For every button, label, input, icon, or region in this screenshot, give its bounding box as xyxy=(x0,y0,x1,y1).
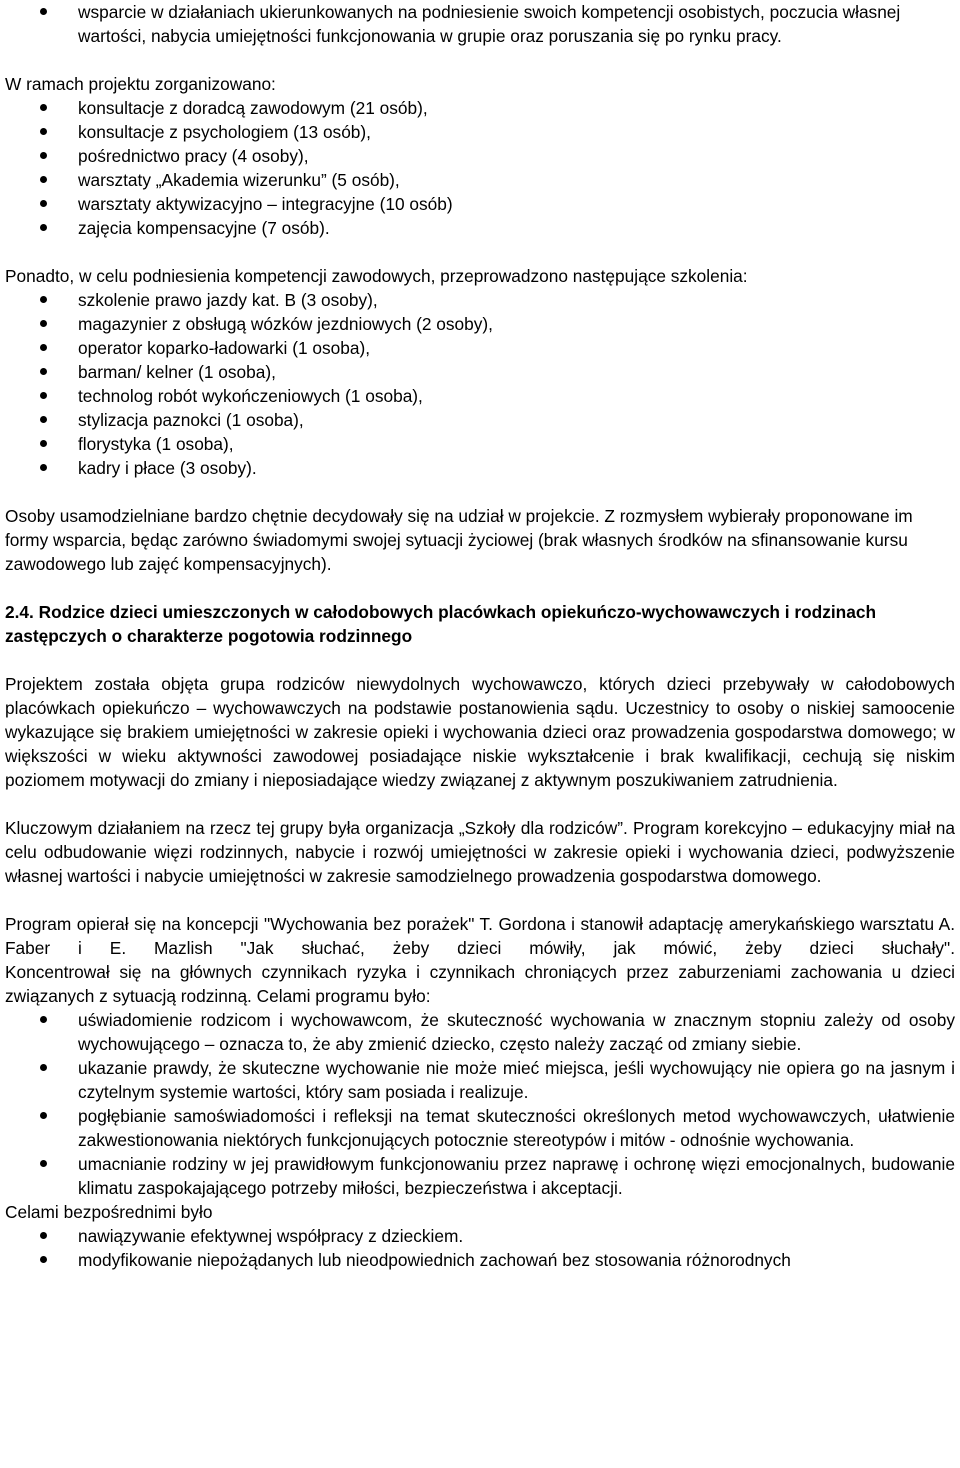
list-item: technolog robót wykończeniowych (1 osoba), xyxy=(5,384,955,408)
projekt-intro: W ramach projektu zorganizowano: xyxy=(5,74,276,94)
koncentrowal-paragraph: Koncentrował się na głównych czynnikach ryzyka i czynnikach chroniących przez zaburzeniami zachowania u dzieci związanych z sytuacją rodzinną. Celami programu było: xyxy=(5,962,955,1006)
list-item: wsparcie w działaniach ukierunkowanych na podniesienie swoich kompetencji osobistych, poczucia własnej wartości, nabycia umiejętności funkcjonowania w grupie oraz poruszania się po rynku pracy. xyxy=(5,0,955,48)
list-item: szkolenie prawo jazdy kat. B (3 osoby), xyxy=(5,288,955,312)
kluczowym-paragraph: Kluczowym działaniem na rzecz tej grupy była organizacja „Szkoły dla rodziców”. Program korekcyjno – edukacyjny miał na celu odbudowanie więzi rodzinnych, nabycie i rozwój umiejętności w zakresie opieki i wychowania dzieci, podwyższenie własnej wartości i nabycie umiejętności w zakresie samodzielnego prowadzenia gospodarstwa domowego. xyxy=(5,818,955,886)
celami-bezposrednimi: Celami bezpośrednimi było xyxy=(5,1202,213,1222)
projekt-bullet-list xyxy=(5,96,955,240)
szkolenia-intro: Ponadto, w celu podniesienia kompetencji zawodowych, przeprowadzono następujące szkolenia: xyxy=(5,266,748,286)
list-item: umacnianie rodziny w jej prawidłowym funkcjonowaniu przez naprawę i ochronę więzi emocjonalnych, budowanie klimatu zaspokajającego potrzeby miłości, bezpieczeństwa i akceptacji. xyxy=(5,1152,955,1200)
list-item: modyfikowanie niepożądanych lub nieodpowiednich zachowań bez stosowania różnorodnych xyxy=(5,1248,955,1272)
bezposrednie-bullet-list xyxy=(5,1224,955,1272)
list-item: kadry i płace (3 osoby). xyxy=(5,456,955,480)
list-item: stylizacja paznokci (1 osoba), xyxy=(5,408,955,432)
list-item: konsultacje z psychologiem (13 osób), xyxy=(5,120,955,144)
list-item: pogłębianie samoświadomości i refleksji na temat skuteczności określonych metod wychowawczych, ułatwienie zakwestionowania niektórych funkcjonujących potocznie stereotypów i mitów - odnośnie wychowania. xyxy=(5,1104,955,1152)
projektem-paragraph: Projektem została objęta grupa rodziców niewydolnych wychowawczo, których dzieci przebywały w całodobowych placówkach opiekuńczo – wychowawczych na podstawie postanowienia sądu. Uczestnicy to osoby o niskiej samoocenie wykazujące się brakiem umiejętności w zakresie opieki i wychowania dzieci oraz prowadzenia gospodarstwa domowego; w większości w wieku aktywności zawodowej posiadające niskie wykształcenie i brak kwalifikacji, cechują się niskim poziomem motywacji do zmiany i nieposiadające wiedzy związanej z aktywnym poszukiwaniem zatrudnienia. xyxy=(5,674,955,790)
list-item: zajęcia kompensacyjne (7 osób). xyxy=(5,216,955,240)
list-item: nawiązywanie efektywnej współpracy z dzieckiem. xyxy=(5,1224,955,1248)
list-item: barman/ kelner (1 osoba), xyxy=(5,360,955,384)
list-item: konsultacje z doradcą zawodowym (21 osób), xyxy=(5,96,955,120)
section-heading: 2.4. Rodzice dzieci umieszczonych w całodobowych placówkach opiekuńczo-wychowawczych i rodzinach zastępczych o charakterze pogotowia rodzinnego xyxy=(5,602,876,646)
list-item: florystyka (1 osoba), xyxy=(5,432,955,456)
cele-bullet-list xyxy=(5,1008,955,1200)
list-item: operator koparko-ładowarki (1 osoba), xyxy=(5,336,955,360)
program-paragraph: Program opierał się na koncepcji "Wychowania bez porażek" T. Gordona i stanowił adaptację amerykańskiego warsztatu A. Faber i E. Mazlish "Jak słuchać, żeby dzieci mówiły, jak mówić, żeby dzieci słuchały". xyxy=(5,914,955,958)
list-item: warsztaty aktywizacyjno – integracyjne (10 osób) xyxy=(5,192,955,216)
osoby-paragraph: Osoby usamodzielniane bardzo chętnie decydowały się na udział w projekcie. Z rozmysłem wybierały proponowane im formy wsparcia, będąc zarówno świadomymi swojej sytuacji życiowej (brak własnych środków na sfinansowanie kursu zawodowego lub zajęć kompensacyjnych). xyxy=(5,506,913,574)
top-bullet-list xyxy=(5,0,955,48)
list-item: magazynier z obsługą wózków jezdniowych (2 osoby), xyxy=(5,312,955,336)
list-item: uświadomienie rodzicom i wychowawcom, że skuteczność wychowania w znacznym stopniu zależy od osoby wychowującego – oznacza to, że aby zmienić dziecko, często należy zacząć od zmiany siebie. xyxy=(5,1008,955,1056)
list-item: warsztaty „Akademia wizerunku” (5 osób), xyxy=(5,168,955,192)
szkolenia-bullet-list xyxy=(5,288,955,480)
document-page xyxy=(5,0,955,1272)
list-item: ukazanie prawdy, że skuteczne wychowanie nie może mieć miejsca, jeśli wychowujący nie opiera go na jasnym i czytelnym systemie wartości, który sam posiada i realizuje. xyxy=(5,1056,955,1104)
list-item: pośrednictwo pracy (4 osoby), xyxy=(5,144,955,168)
